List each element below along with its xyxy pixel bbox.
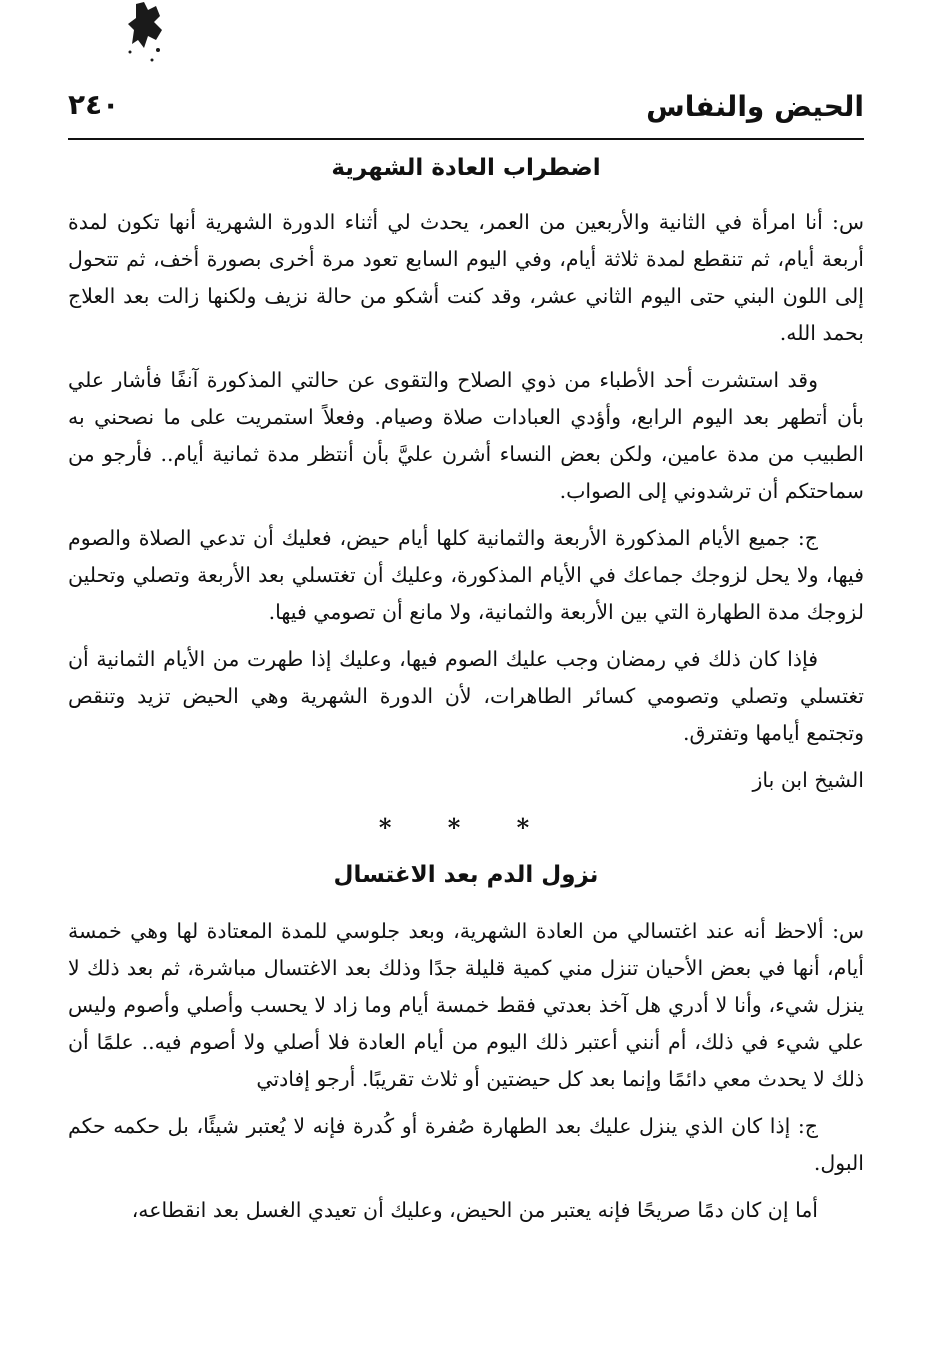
question-text-continued: وقد استشرت أحد الأطباء من ذوي الصلاح والتقوى عن حالتي المذكورة آنفًا فأشار علي بأن أتطهر بعد اليوم الرابع، وأؤدي العبادات صلاة وصيام. وفعلاً استمريت على ما نصحني به الطبيب من مدة عامين، ولكن بعض النساء أشرن عليَّ بأن أنتظر مدة ثمانية أيام.. فأرجو من سماحتكم أن ترشدوني إلى الصواب.: [68, 368, 864, 503]
page-header: [68, 80, 864, 140]
section-separator: * * *: [378, 813, 554, 842]
page-content: [68, 148, 864, 1239]
running-title: الحيض والنفاس: [646, 90, 864, 123]
ink-blot-decoration: [118, 0, 178, 80]
page-number: ٢٤٠: [68, 88, 120, 121]
question-text: س: أنا امرأة في الثانية والأربعين من العمر، يحدث لي أثناء الدورة الشهرية أنها تكون لمدة أربعة أيام، ثم تنقطع لمدة ثلاثة أيام، وفي اليوم السابع تعود مرة أخرى بصورة أخف، ثم تتحول إلى اللون البني حتى اليوم الثاني عشر، وقد كنت أشكو من حالة نزيف ولكنها زالت بعد العلاج بحمد الله.: [68, 210, 864, 345]
answer-text-continued: أما إن كان دمًا صريحًا فإنه يعتبر من الحيض، وعليك أن تعيدي الغسل بعد انقطاعه،: [131, 1198, 818, 1222]
answer-text: ج: إذا كان الذي ينزل عليك بعد الطهارة صُفرة أو كُدرة فإنه لا يُعتبر شيئًا، بل حكمه حكم البول.: [68, 1114, 864, 1175]
section-title: اضطراب العادة الشهرية: [331, 155, 601, 181]
header-divider: [68, 138, 864, 140]
answer-text: ج: جميع الأيام المذكورة الأربعة والثمانية كلها أيام حيض، فعليك أن تدعي الصلاة والصوم فيها، ولا يحل لزوجك جماعك في الأيام المذكورة، وعليك أن تغتسلي بعد الأربعة وتصلي وتحلين لزوجك مدة الطهارة التي بين الأربعة والثمانية، ولا مانع أن تصومي فيها.: [68, 526, 864, 624]
section-title: نزول الدم بعد الاغتسال: [333, 862, 599, 888]
question-text: س: ألاحظ أنه عند اغتسالي من العادة الشهرية، وبعد جلوسي للمدة المعتادة لها وهي خمسة أيام، أنها في بعض الأحيان تنزل مني كمية قليلة جدًا وذلك بعد الاغتسال مباشرة، ثم بعد ذلك لا ينزل شيء، وأنا لا أدري هل آخذ بعدتي فقط خمسة أيام وما زاد لا يحسب وأصلي وأصوم وليس علي شيء في ذلك، أم أنني أعتبر ذلك اليوم من أيام العادة فلا أصلي ولا أصوم فيه.. علمًا أن ذلك لا يحدث معي دائمًا وإنما بعد كل حيضتين أو ثلاث تقريبًا. أرجو إفادتي: [68, 919, 865, 1091]
attribution: الشيخ ابن باز: [752, 768, 864, 792]
answer-text-continued: فإذا كان ذلك في رمضان وجب عليك الصوم فيها، وعليك إذا طهرت من الأيام الثمانية أن تغتسلي وتصلي وتصومي كسائر الطاهرات، لأن الدورة الشهرية وهي الحيض تزيد وتنقص وتجتمع أيامها وتفترق.: [68, 647, 864, 745]
